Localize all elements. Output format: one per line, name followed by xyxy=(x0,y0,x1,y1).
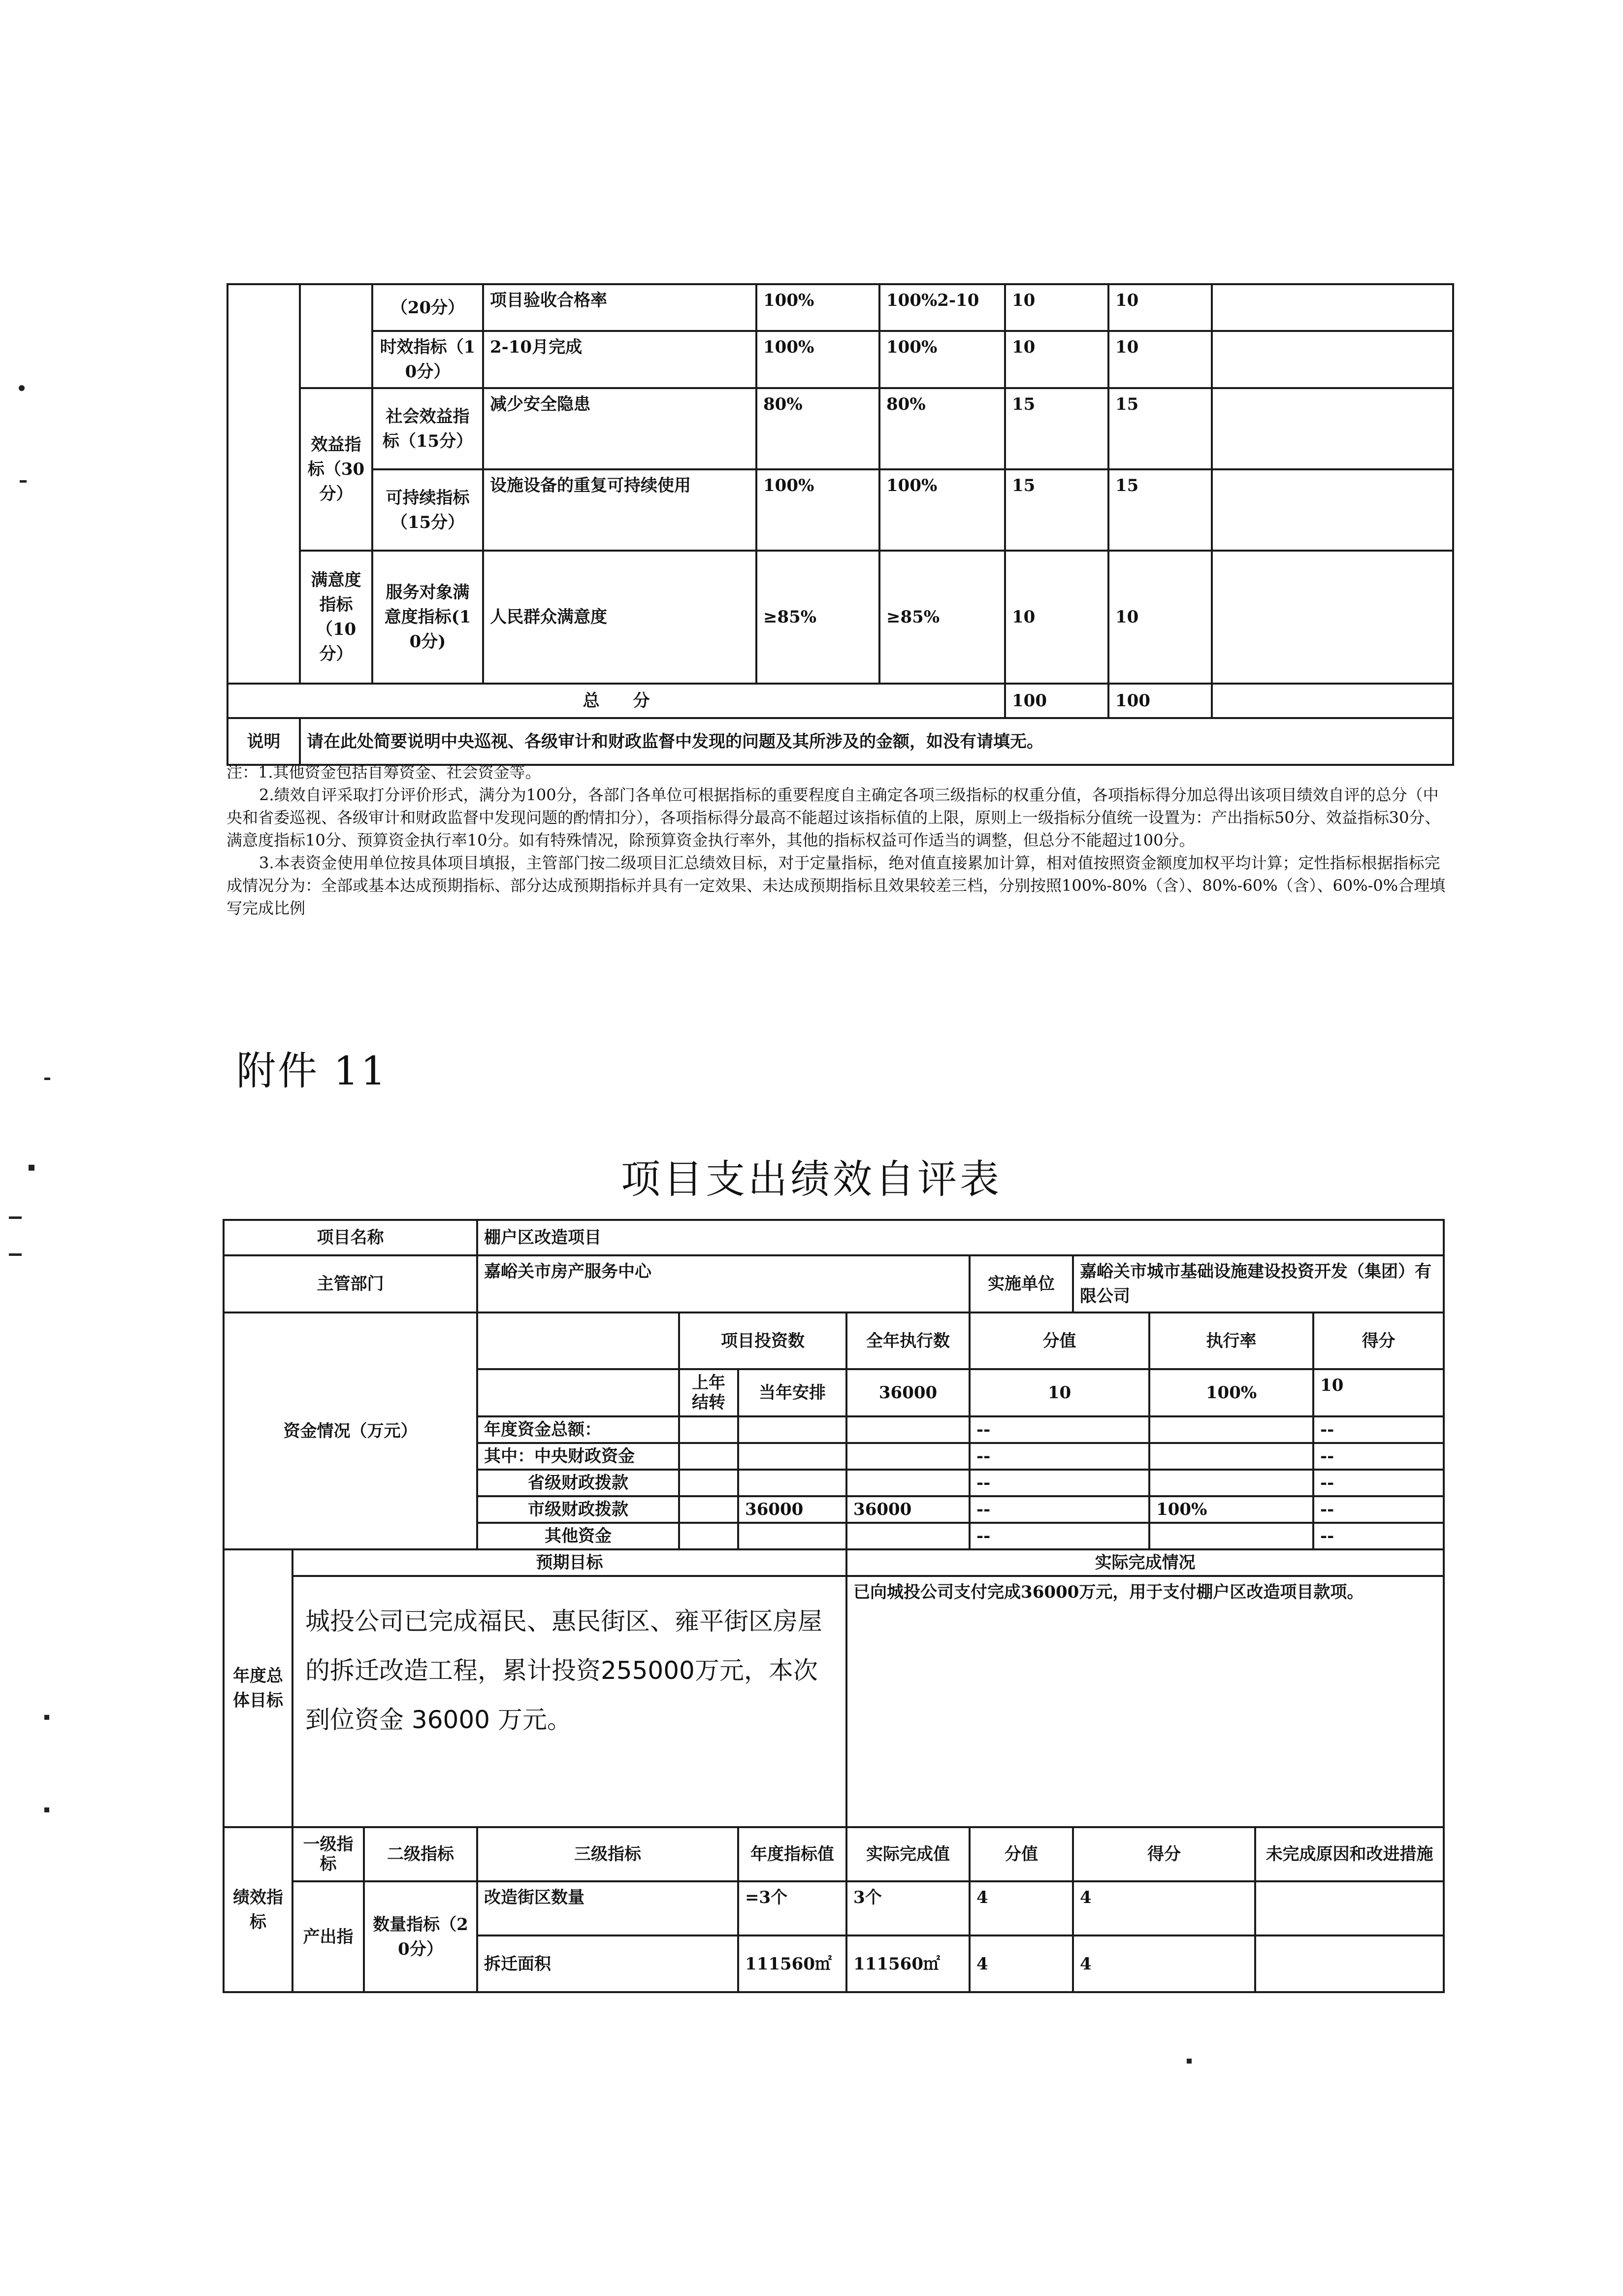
indicator: 设施设备的重复可持续使用 xyxy=(483,469,756,551)
footnote: 注：1.其他资金包括自筹资金、社会资金等。 xyxy=(227,763,541,782)
fund-rate xyxy=(1149,1416,1313,1443)
fund-rate xyxy=(1149,1470,1313,1496)
fund-carry xyxy=(679,1496,738,1523)
satisfaction-indicator-label: 满意度指标（10分） xyxy=(300,551,372,684)
perf-header-score-value: 分值 xyxy=(970,1827,1073,1881)
perf-header-level3: 三级指标 xyxy=(477,1827,738,1881)
score: 10 xyxy=(1108,284,1212,331)
blank-cell xyxy=(477,1369,679,1416)
fund-current xyxy=(738,1443,846,1470)
project-name-label: 项目名称 xyxy=(224,1220,477,1255)
fund-score: -- xyxy=(1313,1416,1444,1443)
fund-row-label: 其中：中央财政资金 xyxy=(477,1443,679,1470)
level3-category: 服务对象满意度指标(10分) xyxy=(372,551,483,684)
score-value: 10 xyxy=(1005,551,1108,684)
dept: 嘉峪关市房产服务中心 xyxy=(477,1255,970,1312)
perf-header-actual: 实际完成值 xyxy=(846,1827,970,1881)
impl-label: 实施单位 xyxy=(970,1255,1073,1312)
fund-current xyxy=(738,1470,846,1496)
scan-speck xyxy=(20,480,27,483)
perf-indicator: 改造街区数量 xyxy=(477,1881,738,1935)
fund-exec: 36000 xyxy=(846,1496,970,1523)
remark xyxy=(1212,284,1453,331)
fund-rate: 100% xyxy=(1149,1496,1313,1523)
header-investment: 项目投资数 xyxy=(679,1312,846,1369)
score: 15 xyxy=(1108,388,1212,469)
fund-row-label: 市级财政拨款 xyxy=(477,1496,679,1523)
attachment-label: 附件 11 xyxy=(236,1048,388,1094)
footnote: 3.本表资金使用单位按具体项目填报，主管部门按二级项目汇总绩效目标，对于定量指标，绝对值直接累加计算，相对值按照资金额度加权平均计算；定性指标根据指标完成情况分为：全部或基本达成预期指标、部分达成预期指标并具有一定效果、未达成预期指标且效果较差三档，分别按照100%-80%（含）、80%-60%（含）、60%-0%合理填写完成比例 xyxy=(227,853,1446,918)
perf-header-level1: 一级指标 xyxy=(292,1827,364,1881)
form-title: 项目支出绩效自评表 xyxy=(621,1156,1002,1202)
actual-text: 已向城投公司支付完成36000万元，用于支付棚户区改造项目款项。 xyxy=(846,1576,1444,1827)
target-value: 100% xyxy=(756,284,879,331)
perf-header-score: 得分 xyxy=(1073,1827,1255,1881)
level3-category: 社会效益指标（15分） xyxy=(372,388,483,469)
scan-speck xyxy=(44,1078,50,1080)
fund-exec xyxy=(846,1416,970,1443)
perf-reason xyxy=(1255,1881,1444,1935)
header-score: 得分 xyxy=(1313,1312,1444,1369)
score: 15 xyxy=(1108,469,1212,551)
remark xyxy=(1212,684,1453,718)
perf-header-level2: 二级指标 xyxy=(364,1827,477,1881)
scan-speck xyxy=(1187,2059,1192,2064)
perf-actual: 3个 xyxy=(846,1881,970,1935)
score: 10 xyxy=(1108,331,1212,388)
score: 10 xyxy=(1313,1369,1444,1416)
perf-level1: 产出指 xyxy=(292,1881,364,1992)
fund-rate xyxy=(1149,1523,1313,1549)
exec-rate: 100% xyxy=(1149,1369,1313,1416)
score: 10 xyxy=(1108,551,1212,684)
fund-exec xyxy=(846,1523,970,1549)
perf-score-value: 4 xyxy=(970,1881,1073,1935)
benefit-indicator-label: 效益指标（30分） xyxy=(300,388,372,551)
sub-header-current: 当年安排 xyxy=(738,1369,846,1416)
perf-header-reason: 未完成原因和改进措施 xyxy=(1255,1827,1444,1881)
remark xyxy=(1212,331,1453,388)
fund-carry xyxy=(679,1523,738,1549)
actual-label: 实际完成情况 xyxy=(846,1549,1444,1576)
scan-speck xyxy=(29,1165,34,1171)
level3-category: 时效指标（10分） xyxy=(372,331,483,388)
fund-score: -- xyxy=(1313,1523,1444,1549)
fund-row-label: 其他资金 xyxy=(477,1523,679,1549)
impl: 嘉峪关市城市基础设施建设投资开发（集团）有限公司 xyxy=(1073,1255,1444,1312)
perf-score: 4 xyxy=(1073,1935,1255,1992)
perf-score: 4 xyxy=(1073,1881,1255,1935)
perf-score-value: 4 xyxy=(970,1935,1073,1992)
fund-score: -- xyxy=(1313,1496,1444,1523)
target-value: 100% xyxy=(756,331,879,388)
project-name: 棚户区改造项目 xyxy=(477,1220,1444,1255)
header-score-value: 分值 xyxy=(970,1312,1149,1369)
actual-value: 80% xyxy=(879,388,1005,469)
fund-score-value: -- xyxy=(970,1496,1149,1523)
fund-exec xyxy=(846,1470,970,1496)
target-value: 100% xyxy=(756,469,879,551)
fund-current xyxy=(738,1416,846,1443)
perf-actual: 111560㎡ xyxy=(846,1935,970,1992)
indicator: 项目验收合格率 xyxy=(483,284,756,331)
total-value: 100 xyxy=(1005,684,1108,718)
fund-rate xyxy=(1149,1443,1313,1470)
sub-header-carry: 上年结转 xyxy=(679,1369,738,1416)
expected-label: 预期目标 xyxy=(292,1549,846,1576)
fund-carry xyxy=(679,1470,738,1496)
score-value: 15 xyxy=(1005,388,1108,469)
scan-speck xyxy=(9,1216,22,1219)
scan-speck xyxy=(44,1715,49,1720)
fund-score-value: -- xyxy=(970,1443,1149,1470)
level1-cell xyxy=(227,284,300,684)
header-exec-rate: 执行率 xyxy=(1149,1312,1313,1369)
indicator: 减少安全隐患 xyxy=(483,388,756,469)
perf-header-annual: 年度指标值 xyxy=(738,1827,846,1881)
perf-label: 绩效指标 xyxy=(224,1827,292,1992)
perf-indicator: 拆迁面积 xyxy=(477,1935,738,1992)
fund-row-label: 年度资金总额： xyxy=(477,1416,679,1443)
actual-value: ≥85% xyxy=(879,551,1005,684)
scan-speck xyxy=(44,1807,49,1812)
target-value: ≥85% xyxy=(756,551,879,684)
perf-annual: =3个 xyxy=(738,1881,846,1935)
remark xyxy=(1212,469,1453,551)
footnote: 2.绩效自评采取打分评价形式，满分为100分，各部门各单位可根据指标的重要程度自主确定各项三级指标的权重分值，各项指标得分加总得出该项目绩效自评的总分（中央和省委巡视、各级审计和财政监督中发现问题的酌情扣分），各项指标得分最高不能超过该指标值的上限，原则上一级指标分值统一设置为：产出指标50分、效益指标30分、满意度指标10分、预算资金执行率10分。如有特殊情况，除预算资金执行率外，其他的指标权益可作适当的调整，但总分不能超过100分。 xyxy=(227,786,1441,850)
indicator: 人民群众满意度 xyxy=(483,551,756,684)
fund-exec xyxy=(846,1443,970,1470)
fund-current: 36000 xyxy=(738,1496,846,1523)
header-annual-exec: 全年执行数 xyxy=(846,1312,970,1369)
score-value: 10 xyxy=(1005,331,1108,388)
level2-cell xyxy=(300,284,372,388)
fund-score: -- xyxy=(1313,1470,1444,1496)
fund-carry xyxy=(679,1416,738,1443)
note-text: 请在此处简要说明中央巡视、各级审计和财政监督中发现的问题及其所涉及的金额，如没有请填无。 xyxy=(300,718,1453,765)
self-evaluation-form xyxy=(223,1219,1445,1993)
remark xyxy=(1212,388,1453,469)
dept-label: 主管部门 xyxy=(224,1255,477,1312)
scan-speck xyxy=(9,1253,22,1256)
fund-score-value: -- xyxy=(970,1470,1149,1496)
perf-reason xyxy=(1255,1935,1444,1992)
top-performance-table xyxy=(227,283,1454,766)
fund-current xyxy=(738,1523,846,1549)
score-value: 10 xyxy=(970,1369,1149,1416)
scan-speck xyxy=(19,385,25,391)
target-value: 80% xyxy=(756,388,879,469)
blank-cell xyxy=(477,1312,679,1369)
indicator: 2-10月完成 xyxy=(483,331,756,388)
annual-exec: 36000 xyxy=(846,1369,970,1416)
actual-value: 100%2-10 xyxy=(879,284,1005,331)
fund-carry xyxy=(679,1443,738,1470)
goal-label: 年度总体目标 xyxy=(224,1549,292,1827)
note-label: 说明 xyxy=(227,718,300,765)
footnotes xyxy=(227,761,1448,919)
fund-score-value: -- xyxy=(970,1523,1149,1549)
total-label: 总 分 xyxy=(227,684,1005,718)
fund-row-label: 省级财政拨款 xyxy=(477,1470,679,1496)
remark xyxy=(1212,551,1453,684)
level3-category: 可持续指标（15分） xyxy=(372,469,483,551)
level3-category: （20分） xyxy=(372,284,483,331)
actual-value: 100% xyxy=(879,331,1005,388)
total-score: 100 xyxy=(1108,684,1212,718)
funds-label: 资金情况（万元） xyxy=(224,1312,477,1549)
score-value: 10 xyxy=(1005,284,1108,331)
perf-level2: 数量指标（20分） xyxy=(364,1881,477,1992)
score-value: 15 xyxy=(1005,469,1108,551)
perf-annual: 111560㎡ xyxy=(738,1935,846,1992)
expected-text: 城投公司已完成福民、惠民街区、雍平街区房屋的拆迁改造工程，累计投资255000万元，本次到位资金 36000 万元。 xyxy=(292,1576,846,1827)
fund-score: -- xyxy=(1313,1443,1444,1470)
actual-value: 100% xyxy=(879,469,1005,551)
fund-score-value: -- xyxy=(970,1416,1149,1443)
